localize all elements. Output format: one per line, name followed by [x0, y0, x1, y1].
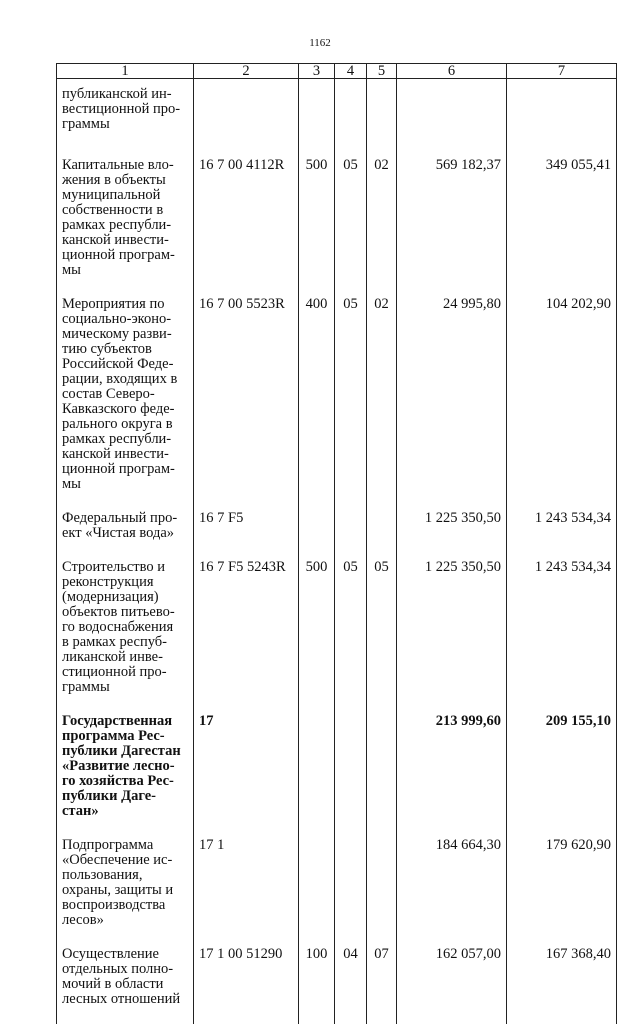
- cell-name: Строительство и реконструкция (модернизация) объектов питьево- го водоснабжения в рамках респуб- ликанской инве- стиционной про- граммы: [57, 558, 194, 712]
- cell-code: 17 1 00 51290: [194, 945, 299, 1024]
- table-row: [57, 509, 617, 558]
- cell-col6: 1 225 350,50: [397, 509, 507, 558]
- cell-code: 17 1: [194, 836, 299, 945]
- cell-col5: [367, 79, 397, 157]
- cell-col7: 167 368,40: [507, 945, 617, 1024]
- cell-col4: [335, 79, 367, 157]
- cell-col4: 05: [335, 558, 367, 712]
- cell-col6: 24 995,80: [397, 295, 507, 509]
- cell-name: публиканской ин- вестиционной про- граммы: [57, 79, 194, 157]
- cell-col5: [367, 836, 397, 945]
- header-row: [57, 64, 617, 79]
- cell-code: 17: [194, 712, 299, 836]
- cell-col4: 05: [335, 156, 367, 295]
- page-number: 1162: [309, 37, 331, 49]
- cell-col4: 04: [335, 945, 367, 1024]
- cell-name: Осуществление отдельных полно- мочий в области лесных отношений: [57, 945, 194, 1024]
- cell-col5: 05: [367, 558, 397, 712]
- cell-col5: 07: [367, 945, 397, 1024]
- cell-col6: 162 057,00: [397, 945, 507, 1024]
- cell-code: 16 7 F5 5243R: [194, 558, 299, 712]
- cell-code: 16 7 00 4112R: [194, 156, 299, 295]
- cell-name: Государственная программа Рес- публики Дагестан «Развитие лесно- го хозяйства Рес- публики Даге- стан»: [57, 712, 194, 836]
- cell-name: Капитальные вло- жения в объекты муниципальной собственности в рамках республи- канской инвести- ционной програм- мы: [57, 156, 194, 295]
- cell-col7: 1 243 534,34: [507, 558, 617, 712]
- cell-col4: 05: [335, 295, 367, 509]
- cell-name: Мероприятия по социально-эконо- мическому разви- тию субъектов Российской Феде- рации, входящих в состав Северо- Кавказского феде- рального округа в рамках республи- канской инвести- ционной програм- мы: [57, 295, 194, 509]
- cell-code: [194, 79, 299, 157]
- table-row: [57, 836, 617, 945]
- cell-col6: 213 999,60: [397, 712, 507, 836]
- cell-col6: 184 664,30: [397, 836, 507, 945]
- column-header: 6: [397, 64, 507, 79]
- cell-col5: [367, 509, 397, 558]
- budget-table: [56, 63, 617, 1024]
- cell-col7: [507, 79, 617, 157]
- column-header: 7: [507, 64, 617, 79]
- cell-col5: 02: [367, 156, 397, 295]
- cell-col4: [335, 712, 367, 836]
- table-row: [57, 558, 617, 712]
- cell-col7: 1 243 534,34: [507, 509, 617, 558]
- cell-col4: [335, 509, 367, 558]
- cell-col3: 500: [299, 156, 335, 295]
- cell-code: 16 7 F5: [194, 509, 299, 558]
- cell-col3: 100: [299, 945, 335, 1024]
- cell-col3: 400: [299, 295, 335, 509]
- table-row: [57, 295, 617, 509]
- column-header: 5: [367, 64, 397, 79]
- table-row: [57, 79, 617, 157]
- cell-col3: 500: [299, 558, 335, 712]
- cell-col7: 209 155,10: [507, 712, 617, 836]
- cell-col3: [299, 836, 335, 945]
- cell-col4: [335, 836, 367, 945]
- table-row: [57, 156, 617, 295]
- column-header: 1: [57, 64, 194, 79]
- cell-col5: [367, 712, 397, 836]
- cell-col3: [299, 712, 335, 836]
- cell-col6: 1 225 350,50: [397, 558, 507, 712]
- cell-col5: 02: [367, 295, 397, 509]
- column-header: 3: [299, 64, 335, 79]
- cell-col3: [299, 509, 335, 558]
- cell-name: Подпрограмма «Обеспечение ис- пользования, охраны, защиты и воспроизводства лесов»: [57, 836, 194, 945]
- cell-col6: [397, 79, 507, 157]
- cell-col7: 104 202,90: [507, 295, 617, 509]
- table-row: [57, 945, 617, 1024]
- cell-col7: 349 055,41: [507, 156, 617, 295]
- cell-col6: 569 182,37: [397, 156, 507, 295]
- column-header: 2: [194, 64, 299, 79]
- cell-col7: 179 620,90: [507, 836, 617, 945]
- cell-code: 16 7 00 5523R: [194, 295, 299, 509]
- cell-col3: [299, 79, 335, 157]
- cell-name: Федеральный про- ект «Чистая вода»: [57, 509, 194, 558]
- table-row: [57, 712, 617, 836]
- column-header: 4: [335, 64, 367, 79]
